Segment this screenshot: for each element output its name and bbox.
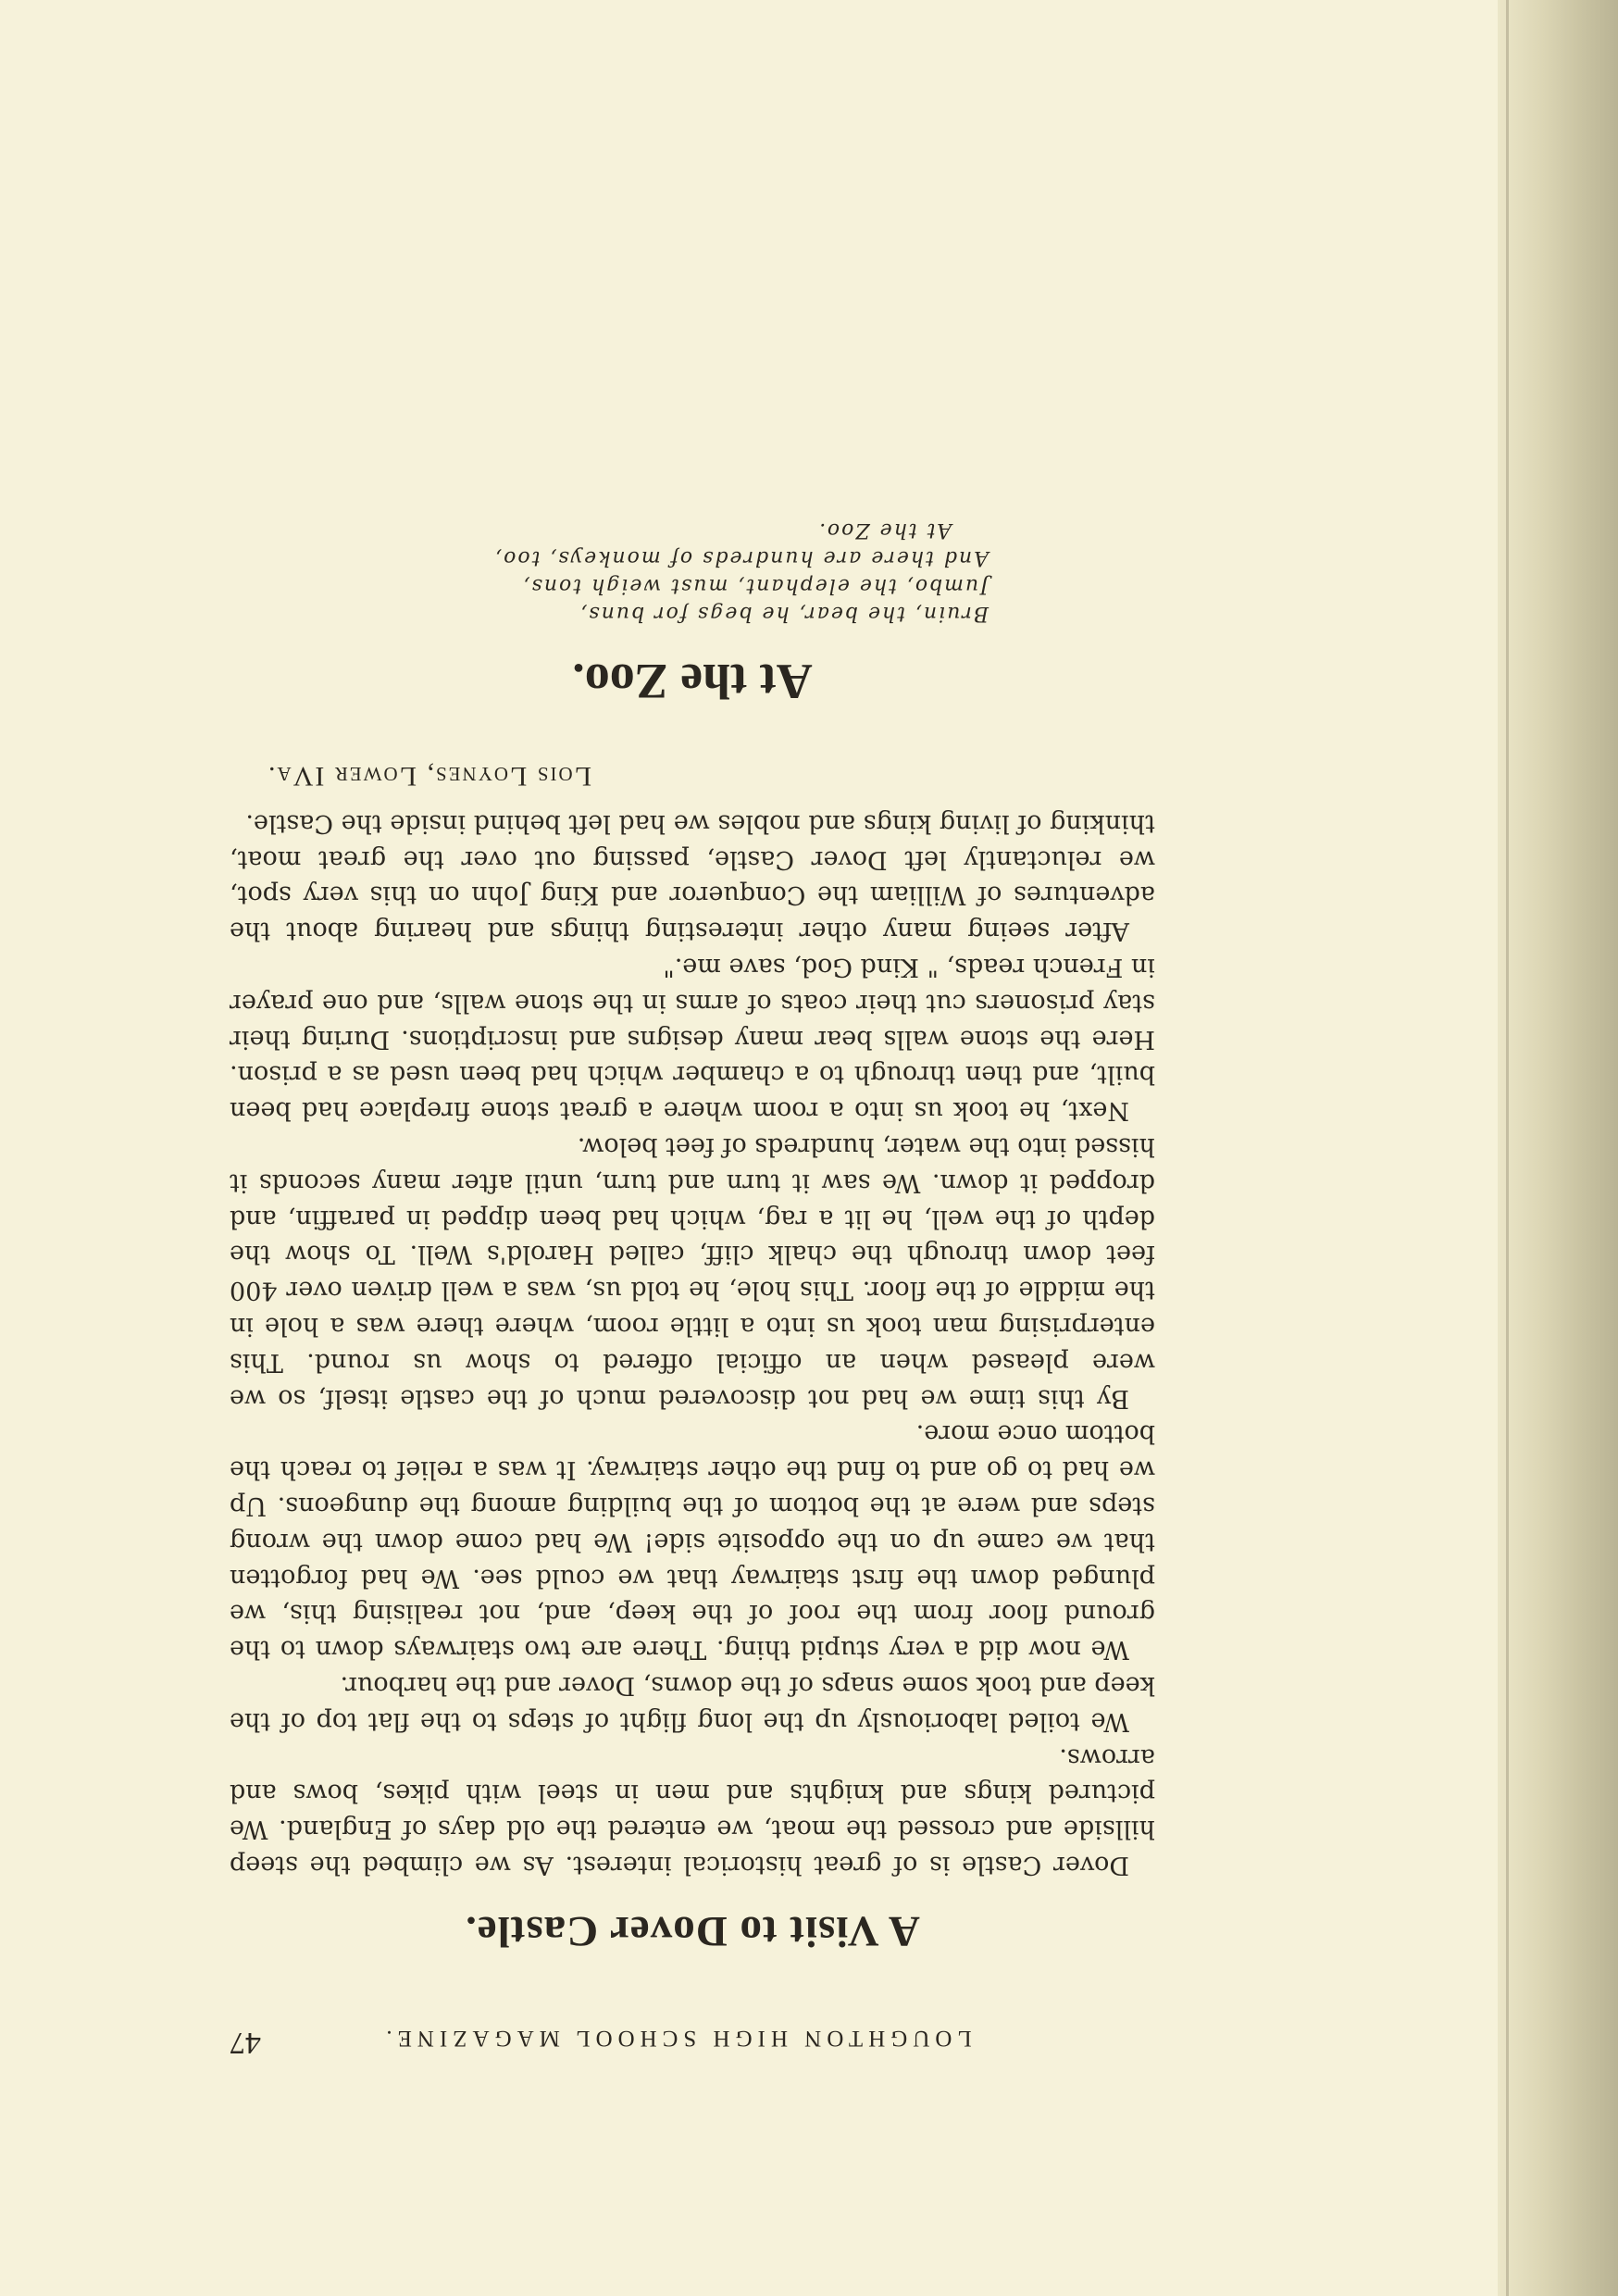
poem-line: And there are hundreds of monkeys, too, [493,546,989,570]
page-content [230,516,1155,2060]
poem [230,516,989,627]
poem-title: At the Zoo. [572,654,813,710]
paragraph: Dover Castle is of great historical interest. As we climbed the steep hillside and crossed the moat, we entered the old days of England. We pictured kings and knights and men in steel with pikes, bows and arrows. [230,1742,1155,1879]
magazine-title: LOUGHTON HIGH SCHOOL MAGAZINE. [380,2026,972,2051]
paragraph: After seeing many other interesting things and hearing about the adventures of William the Conqueror and King John on this very spot, we reluctantly left Dover Castle, passing out over the great moat, thinking of living kings and nobles we had left behind inside the Castle. [230,808,1155,946]
poem-line: Jumbo, the elephant, must weigh tons, [521,574,989,598]
poem-line: Bruin, the bear, he begs for buns, [579,602,989,626]
author-form: Lower IVa. [267,761,417,792]
paragraph: By this time we had not discovered much of the castle itself, so we were pleased when an official offered to show us round. This enterprising man took us into a little room, where there was a hole in the middle of the floor. This hole, he told us, was a well driven over 400 feet down through the chalk cliff, called Harold's Well. To show the depth of the well, he lit a rag, which had been dipped in paraffin, and dropped it down. We saw it turn and turn, until after many seconds it hissed into the water, hundreds of feet below. [230,1132,1155,1413]
author-name: Lois Loynes [433,761,591,792]
paragraph: We toiled laboriously up the long flight of steps to the flat top of the keep and took some snaps of the downs, Dover and the harbour. [230,1671,1155,1736]
running-header [230,2010,1155,2060]
poem-line: At the Zoo. [817,518,952,543]
paragraph: Next, he took us into a room where a great stone fireplace had been built, and then through to a chamber which had been used as a prison. Here the stone walls bear many designs and inscriptions. During their stay prisoners cut their coats of arms in the stone walls, and one prayer in French reads, " Kind God, save me." [230,953,1155,1126]
paragraph: We now did a very stupid thing. There are two stairways down to the ground floor from the roof of the keep, and, not realising this, we plunged down the first stairway that we could see. We had forgotten that we came up on the opposite side! We had come down the wrong steps and were at the bottom of the building among the dungeons. Up we had to go and to find the other stairway. It was a relief to reach the bottom once more. [230,1419,1155,1665]
author-signature: Lois Loynes, Lower IVa. [267,761,591,792]
article-title: A Visit to Dover Castle. [465,1907,920,1955]
page-number: 47 [230,2026,261,2060]
